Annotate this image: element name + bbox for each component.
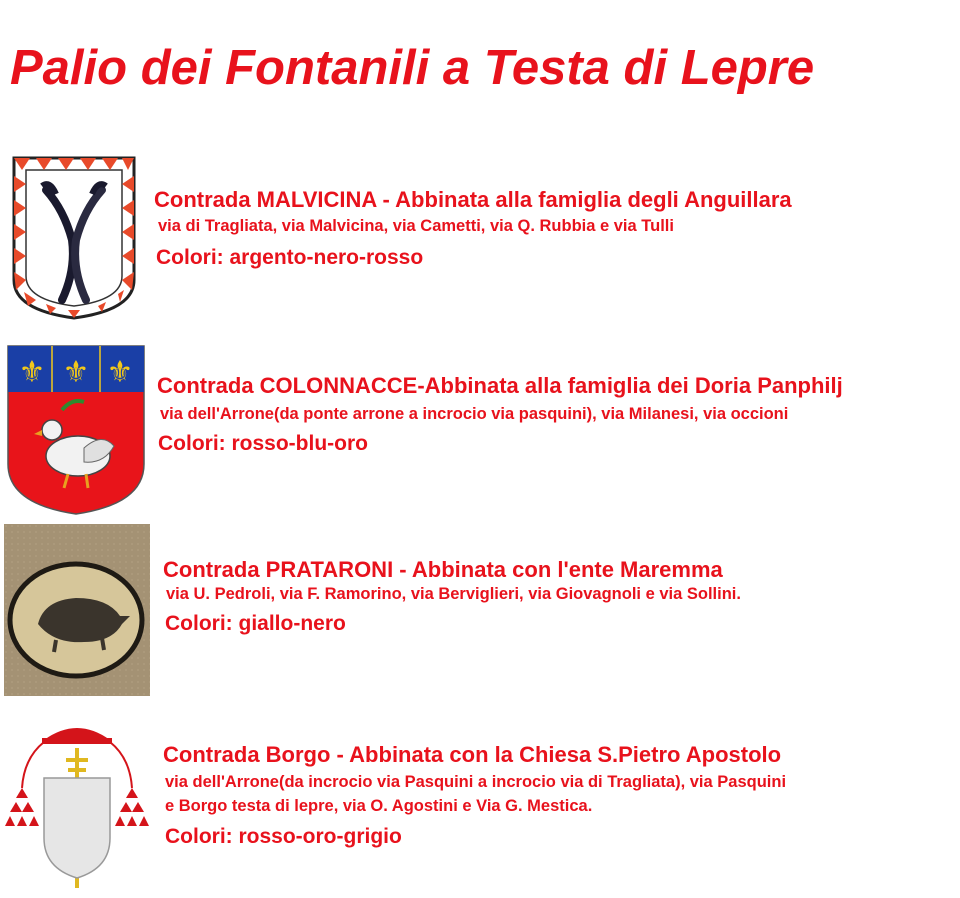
anguillara-crest-icon bbox=[6, 150, 142, 322]
contrada-streets: e Borgo testa di lepre, via O. Agostini e Via G. Mestica. bbox=[165, 797, 593, 815]
contrada-heading: Contrada COLONNACCE-Abbinata alla famiglia dei Doria Panphilj bbox=[157, 373, 843, 398]
cardinal-crest-icon bbox=[4, 718, 150, 890]
contrada-colors: Colori: rosso-oro-grigio bbox=[165, 825, 402, 848]
contrada-streets: via dell'Arrone(da ponte arrone a incrocio via pasquini), via Milanesi, via occioni bbox=[160, 405, 789, 423]
contrada-colors: Colori: giallo-nero bbox=[165, 612, 346, 635]
maremma-boar-crest-icon bbox=[4, 524, 150, 696]
contrada-streets: via dell'Arrone(da incrocio via Pasquini a incrocio via di Tragliata), via Pasquini bbox=[165, 773, 787, 791]
page-title: Palio dei Fontanili a Testa di Lepre bbox=[10, 41, 815, 95]
contrada-heading: Contrada PRATARONI - Abbinata con l'ente Maremma bbox=[163, 557, 723, 582]
contrada-colors: Colori: argento-nero-rosso bbox=[156, 246, 424, 269]
svg-text:⚜: ⚜ bbox=[106, 355, 134, 390]
contrada-colors: Colori: rosso-blu-oro bbox=[158, 432, 368, 455]
doria-pamphilj-crest-icon bbox=[6, 344, 146, 516]
contrada-streets: via di Tragliata, via Malvicina, via Cametti, via Q. Rubbia e via Tulli bbox=[158, 217, 674, 235]
contrada-heading: Contrada MALVICINA - Abbinata alla famiglia degli Anguillara bbox=[154, 187, 792, 212]
svg-text:⚜: ⚜ bbox=[18, 355, 46, 390]
svg-text:⚜: ⚜ bbox=[62, 355, 90, 390]
contrada-streets: via U. Pedroli, via F. Ramorino, via Berviglieri, via Giovagnoli e via Sollini. bbox=[166, 585, 741, 603]
contrada-heading: Contrada Borgo - Abbinata con la Chiesa S.Pietro Apostolo bbox=[163, 742, 782, 767]
